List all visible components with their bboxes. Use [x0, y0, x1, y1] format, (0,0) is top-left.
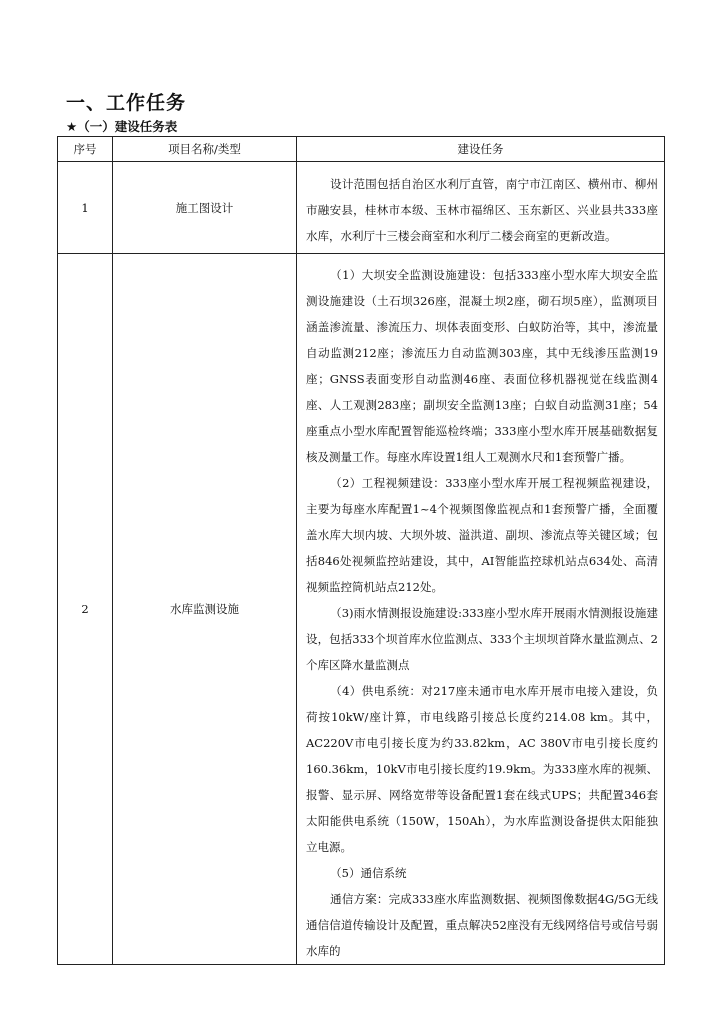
communication-plan-paragraph: 通信方案：完成333座水库监测数据、视频图像数据4G/5G无线通信信道传输设计及配置，重点解决52座没有无线网络信号或信号弱水库的	[306, 892, 658, 958]
power-supply-paragraph: （4）供电系统：对217座未通市电水库开展市电接入建设，负荷按10kW/座计算，市电线路引接总长度约214.08 km。其中，AC220V市电引接长度为约33.82km，AC 380V市电引接长度约160.36km，10kV市电引接长度约19.9km。为333座水库的视频、报警、显示屏、网络宽带等设备配置1套在线式UPS；共配置346套太阳能供电系统（150W，150Ah），为水库监测设备提供太阳能独立电源。	[306, 684, 658, 854]
subsection-title: ★（一）建设任务表	[66, 119, 178, 134]
row-1-serial-no: 1	[58, 162, 113, 254]
table-row	[58, 162, 665, 254]
construction-task-table	[57, 136, 665, 965]
row-2-project-name: 水库监测设施	[113, 254, 297, 965]
table-header-row	[58, 137, 665, 162]
communication-system-heading: （5）通信系统	[330, 866, 407, 880]
row-2-serial-no: 2	[58, 254, 113, 965]
rain-water-reporting-paragraph: （3)雨水情测报设施建设:333座小型水库开展雨水情测报设施建设，包括333个坝首库水位监测点、333个主坝坝首降水量监测点、2个库区降水量监测点	[306, 606, 658, 672]
table-row	[58, 254, 665, 965]
row-2-task-cell	[297, 254, 665, 965]
row-1-task-cell	[297, 162, 665, 254]
row-1-task-paragraph: 设计范围包括自治区水利厅直管，南宁市江南区、横州市、柳州市融安县，桂林市本级、玉林市福绵区、玉东新区、兴业县共333座水库，水利厅十三楼会商室和水利厅二楼会商室的更新改造。	[306, 177, 658, 243]
video-monitoring-paragraph: （2）工程视频建设：333座小型水库开展工程视频监视建设，主要为每座水库配置1~4个视频图像监视点和1套预警广播，全面覆盖水库大坝内坡、大坝外坡、溢洪道、副坝、渗流点等关键区域；包括846处视频监控站建设，其中，AI智能监控球机站点634处、高清视频监控筒机站点212处。	[306, 476, 658, 594]
dam-safety-monitoring-paragraph: （1）大坝安全监测设施建设：包括333座小型水库大坝安全监测设施建设（土石坝326座，混凝土坝2座，砌石坝5座），监测项目涵盖渗流量、渗流压力、坝体表面变形、白蚁防治等，其中，渗流量自动监测212座；渗流压力自动监测303座，其中无线渗压监测19座；GNSS表面变形自动监测46座、表面位移机器视觉在线监测4座、人工观测283座；副坝安全监测13座；白蚁自动监测31座；54座重点小型水库配置智能巡检终端；333座小型水库开展基础数据复核及测量工作。每座水库设置1组人工观测水尺和1套预警广播。	[306, 268, 658, 464]
header-construction-task: 建设任务	[297, 137, 665, 162]
row-1-project-name: 施工图设计	[113, 162, 297, 254]
header-serial-no: 序号	[58, 137, 113, 162]
header-project-name: 项目名称/类型	[113, 137, 297, 162]
section-title: 一、工作任务	[66, 92, 187, 114]
